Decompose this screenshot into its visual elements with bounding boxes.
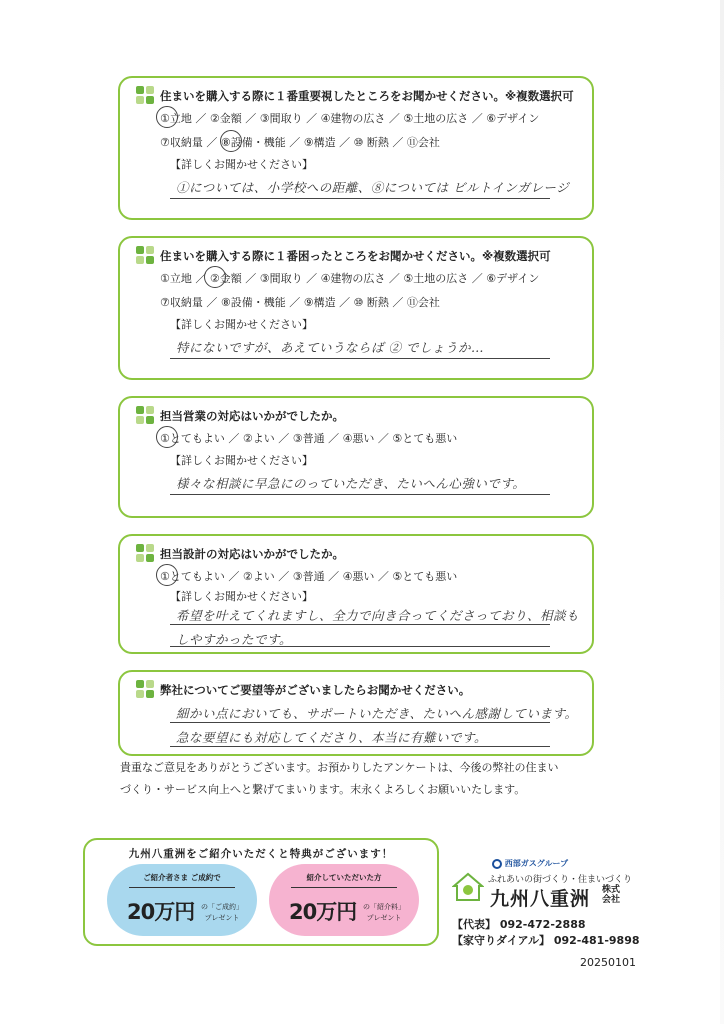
detail-label: 【詳しくお聞かせください】 xyxy=(170,454,313,467)
answer-line xyxy=(170,358,550,359)
phone-main[interactable]: 【代表】 092-472-2888 xyxy=(452,918,586,931)
selected-mark xyxy=(204,266,226,288)
closing-line: 貴重なご意見をありがとうございます。お預かりしたアンケートは、今後の弊社の住まい xyxy=(120,761,559,774)
detail-label: 【詳しくお聞かせください】 xyxy=(170,590,313,603)
clover-icon xyxy=(136,406,156,426)
promo-note-line: の「紹介料」 xyxy=(363,903,405,911)
scan-edge xyxy=(720,0,724,1024)
tagline: ふれあいの街づくり・住まいづくり xyxy=(488,875,633,885)
promo-title: 九州八重洲をご紹介いただくと特典がございます！ xyxy=(128,848,394,860)
promo-amount: 20万円 xyxy=(127,900,195,924)
phone-dial[interactable]: 【家守りダイアル】 092-481-9898 xyxy=(452,934,640,947)
answer-line xyxy=(170,746,550,747)
answer-text[interactable]: 急な要望にも対応してくださり、本当に有難いです。 xyxy=(176,730,488,745)
question-card-2 xyxy=(118,236,594,380)
detail-label: 【詳しくお聞かせください】 xyxy=(170,158,313,171)
question-title: 担当設計の対応はいかがでしたか。 xyxy=(160,547,344,561)
options-line-1[interactable]: ①とてもよい ／ ②よい ／ ③普通 ／ ④悪い ／ ⑤とても悪い xyxy=(160,570,458,583)
promo-note xyxy=(359,902,409,924)
promo-note xyxy=(197,902,247,924)
answer-text[interactable]: しやすかったです。 xyxy=(176,632,293,647)
divider xyxy=(291,887,397,888)
question-card-3 xyxy=(118,396,594,518)
referral-promo xyxy=(83,838,439,946)
question-card-1 xyxy=(118,76,594,220)
promo-amount: 20万円 xyxy=(289,900,357,924)
answer-text[interactable]: 様々な相談に早急にのっていただき、たいへん心強いです。 xyxy=(176,476,526,491)
detail-label: 【詳しくお聞かせください】 xyxy=(170,318,313,331)
house-logo-icon xyxy=(452,872,484,902)
answer-text[interactable]: 希望を叶えてくれますし、全力で向き合ってくださっており、相談も xyxy=(176,608,580,623)
group-logo xyxy=(492,858,568,869)
clover-icon xyxy=(136,680,156,700)
answer-text[interactable]: 特にないですが、あえていうならば ② でしょうか… xyxy=(176,340,484,355)
closing-line: づくり・サービス向上へと繋げてまいります。末永くよろしくお願いいたします。 xyxy=(120,783,526,796)
question-title: 弊社についてご要望等がございましたらお聞かせください。 xyxy=(160,683,471,697)
answer-line xyxy=(170,646,550,647)
question-title: 担当営業の対応はいかがでしたか。 xyxy=(160,409,344,423)
promo-left-badge xyxy=(107,864,257,936)
group-logo-icon xyxy=(492,859,502,869)
options-line-1[interactable]: ①立地 ／ ②金額 ／ ③間取り ／ ④建物の広さ ／ ⑤土地の広さ ／ ⑥デザイン xyxy=(160,112,540,125)
answer-line xyxy=(170,494,550,495)
promo-caption: ご紹介者さま ご成約で xyxy=(143,873,221,882)
selected-mark xyxy=(156,106,178,128)
selected-mark xyxy=(156,564,178,586)
group-name: 西部ガスグループ xyxy=(504,859,569,868)
options-line-1[interactable]: ①とてもよい ／ ②よい ／ ③普通 ／ ④悪い ／ ⑤とても悪い xyxy=(160,432,458,445)
divider xyxy=(129,887,235,888)
selected-mark xyxy=(220,130,242,152)
serial-number: 20250101 xyxy=(580,956,636,969)
company-suffix-line: 株式 xyxy=(602,885,621,895)
clover-icon xyxy=(136,86,156,106)
answer-text[interactable]: 細かい点においても、サポートいただき、たいへん感謝しています。 xyxy=(176,706,578,721)
answer-text[interactable]: ①については、小学校への距離、⑧については ビルトインガレージ xyxy=(176,180,570,195)
options-line-2[interactable]: ⑦収納量 ／ ⑧設備・機能 ／ ⑨構造 ／ ⑩ 断熱 ／ ⑪会社 xyxy=(160,136,440,149)
promo-caption: 紹介していただいた方 xyxy=(306,873,382,882)
answer-line xyxy=(170,722,550,723)
company-suffix xyxy=(602,885,620,905)
promo-right-badge xyxy=(269,864,419,936)
promo-note-line: プレゼント xyxy=(204,914,240,922)
question-card-5 xyxy=(118,670,594,756)
question-card-4 xyxy=(118,534,594,654)
company-name: 九州八重洲 xyxy=(490,888,591,910)
answer-line xyxy=(170,198,550,199)
promo-note-line: の「ご成約」 xyxy=(201,903,243,911)
question-title: 住まいを購入する際に１番重要視したところをお聞かせください。※複数選択可 xyxy=(160,89,574,103)
promo-note-line: プレゼント xyxy=(366,914,402,922)
closing-message xyxy=(120,757,600,801)
clover-icon xyxy=(136,544,156,564)
question-title: 住まいを購入する際に１番困ったところをお聞かせください。※複数選択可 xyxy=(160,249,551,263)
options-line-2[interactable]: ⑦収納量 ／ ⑧設備・機能 ／ ⑨構造 ／ ⑩ 断熱 ／ ⑪会社 xyxy=(160,296,440,309)
selected-mark xyxy=(156,426,178,448)
options-line-1[interactable]: ①立地 ／ ②金額 ／ ③間取り ／ ④建物の広さ ／ ⑤土地の広さ ／ ⑥デザイン xyxy=(160,272,540,285)
answer-line xyxy=(170,624,550,625)
clover-icon xyxy=(136,246,156,266)
company-suffix-line: 会社 xyxy=(602,895,621,905)
